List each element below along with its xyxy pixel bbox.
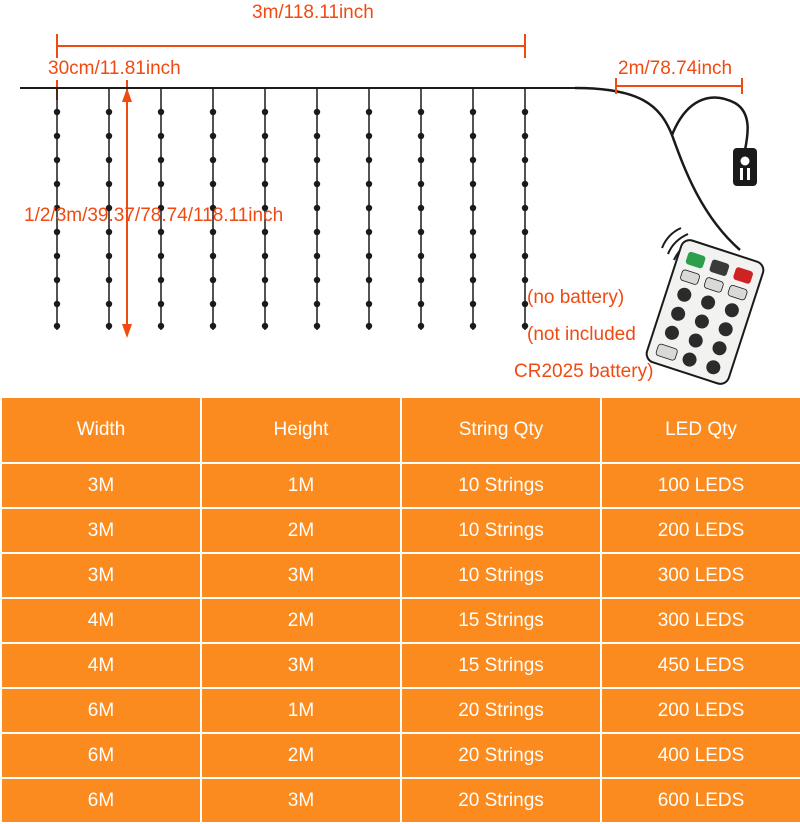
- table-row: [1, 643, 800, 688]
- table-row: [1, 508, 800, 553]
- cell-width: 3M: [1, 553, 201, 598]
- cell-led-qty: 300 LEDS: [601, 598, 800, 643]
- table-row: [1, 553, 800, 598]
- cr2025-battery-note: CR2025 battery): [514, 361, 654, 382]
- cell-height: 2M: [201, 598, 401, 643]
- cell-height: 2M: [201, 733, 401, 778]
- width-dimension-line: [57, 34, 525, 58]
- cell-width: 6M: [1, 733, 201, 778]
- height-dimension-label: 1/2/3m/39.37/78.74/118.11inch: [24, 205, 284, 226]
- cell-width: 4M: [1, 643, 201, 688]
- spacing-dimension-line: [57, 80, 127, 100]
- cell-string-qty: 20 Strings: [401, 778, 601, 823]
- cell-height: 3M: [201, 778, 401, 823]
- lead-dimension-line: [616, 78, 742, 94]
- table-row: [1, 463, 800, 508]
- cell-string-qty: 10 Strings: [401, 553, 601, 598]
- column-header-led-qty: LED Qty: [601, 397, 800, 463]
- cell-led-qty: 450 LEDS: [601, 643, 800, 688]
- cell-led-qty: 300 LEDS: [601, 553, 800, 598]
- table-row: [1, 778, 800, 823]
- cell-led-qty: 600 LEDS: [601, 778, 800, 823]
- table-row: [1, 733, 800, 778]
- lead-wire-label: 2m/78.74inch: [618, 58, 733, 79]
- cell-string-qty: 10 Strings: [401, 508, 601, 553]
- cell-height: 2M: [201, 508, 401, 553]
- cell-led-qty: 200 LEDS: [601, 508, 800, 553]
- not-included-note: (not included: [527, 324, 636, 345]
- cell-height: 1M: [201, 688, 401, 733]
- cell-string-qty: 15 Strings: [401, 598, 601, 643]
- lead-wire-loop: [672, 98, 748, 150]
- table-row: [1, 598, 800, 643]
- column-header-height: Height: [201, 397, 401, 463]
- cell-string-qty: 15 Strings: [401, 643, 601, 688]
- remote-control: [644, 228, 765, 386]
- cell-string-qty: 10 Strings: [401, 463, 601, 508]
- spacing-dimension-label: 30cm/11.81inch: [48, 58, 181, 79]
- column-header-width: Width: [1, 397, 201, 463]
- cell-led-qty: 400 LEDS: [601, 733, 800, 778]
- battery-box: [733, 148, 757, 186]
- cell-string-qty: 20 Strings: [401, 688, 601, 733]
- table-header-row: [1, 397, 800, 463]
- width-dimension-label: 3m/118.11inch: [252, 2, 374, 23]
- cell-width: 3M: [1, 508, 201, 553]
- cell-height: 3M: [201, 643, 401, 688]
- table-row: [1, 688, 800, 733]
- cell-width: 6M: [1, 778, 201, 823]
- cell-width: 4M: [1, 598, 201, 643]
- lead-wire: [575, 88, 740, 250]
- cell-led-qty: 100 LEDS: [601, 463, 800, 508]
- cell-led-qty: 200 LEDS: [601, 688, 800, 733]
- specification-table: [0, 396, 800, 824]
- cell-string-qty: 20 Strings: [401, 733, 601, 778]
- no-battery-note: (no battery): [527, 287, 625, 308]
- cell-width: 3M: [1, 463, 201, 508]
- cell-height: 1M: [201, 463, 401, 508]
- cell-height: 3M: [201, 553, 401, 598]
- cell-width: 6M: [1, 688, 201, 733]
- column-header-string-qty: String Qty: [401, 397, 601, 463]
